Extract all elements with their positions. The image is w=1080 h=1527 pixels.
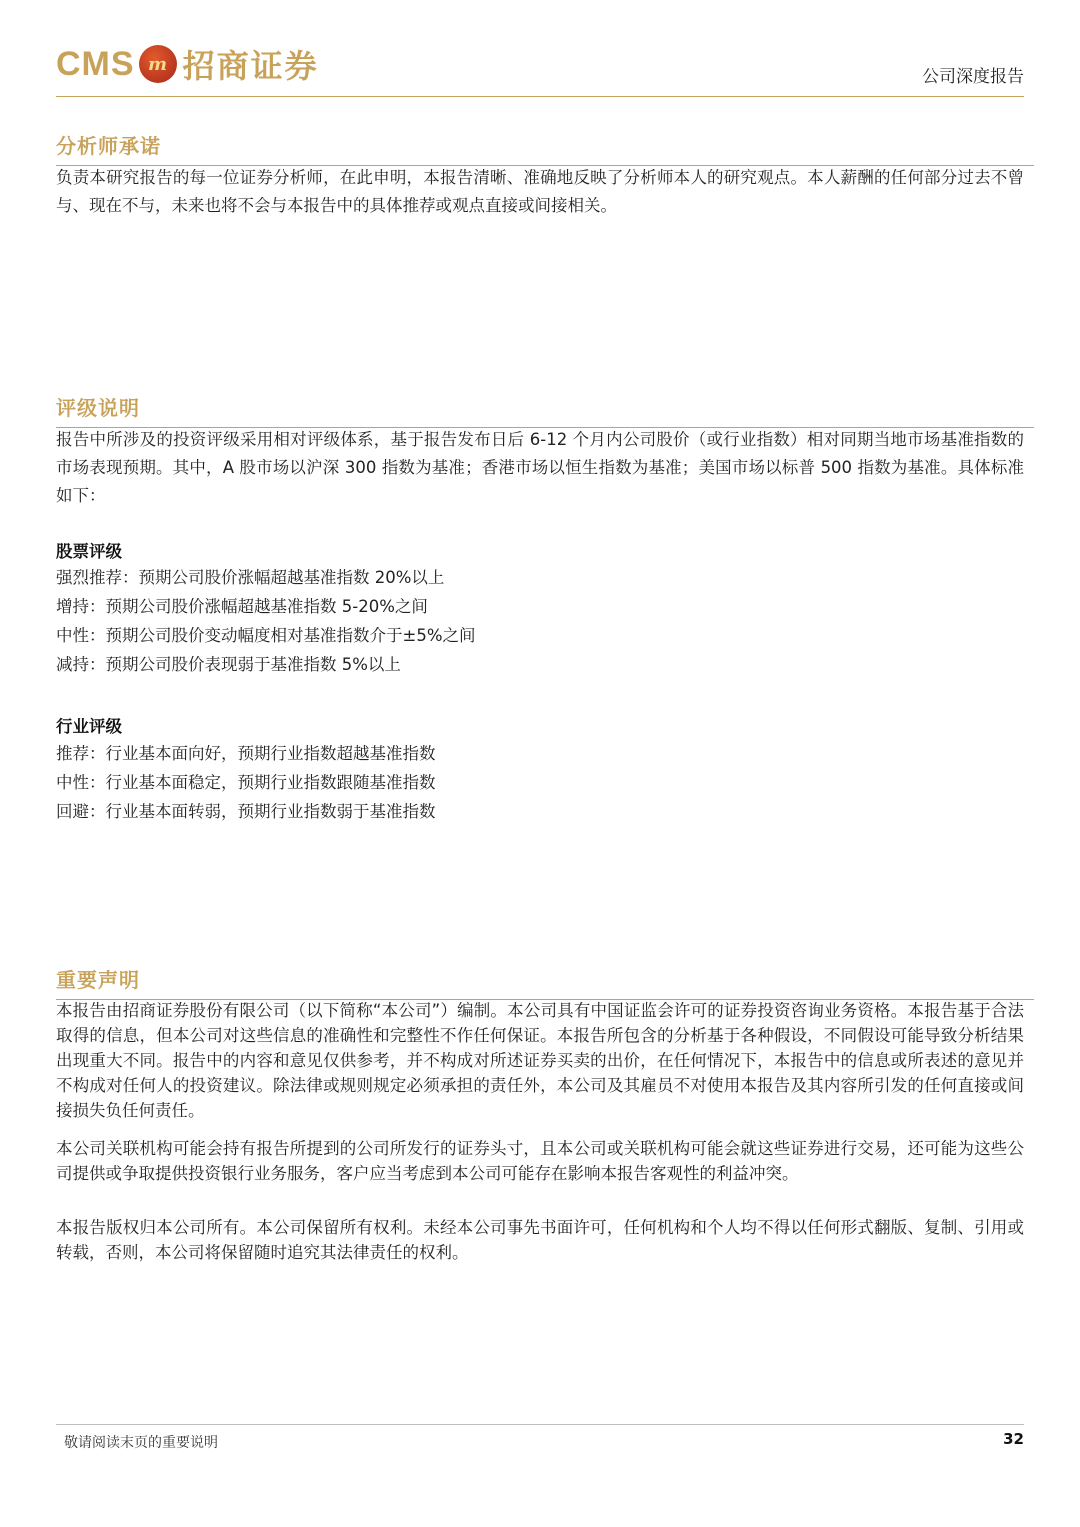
stock-rating-item: 强烈推荐：预期公司股价涨幅超越基准指数 20%以上 [56, 568, 445, 587]
footer-divider [56, 1424, 1024, 1425]
disclaimer-paragraph-1: 本报告由招商证券股份有限公司（以下简称“本公司”）编制。本公司具有中国证监会许可的证券投资咨询业务资格。本报告基于合法取得的信息，但本公司对这些信息的准确性和完整性不作任何保证。本报告所包含的分析基于各种假设，不同假设可能导致分析结果出现重大不同。报告中的内容和意见仅供参考，并不构成对所述证券买卖的出价，在任何情况下，本报告中的信息或所表述的意见并不构成对任何人的投资建议。除法律或规则规定必须承担的责任外，本公司及其雇员不对使用本报告及其内容所引发的任何直接或间接损失负任何责任。 [56, 1001, 1024, 1120]
company-logo [56, 40, 319, 88]
rating-intro: 报告中所涉及的投资评级采用相对评级体系，基于报告发布日后 6-12 个月内公司股价（或行业指数）相对同期当地市场基准指数的市场表现预期。其中，A 股市场以沪深 300 指数为基准；香港市场以恒生指数为基准；美国市场以标普 500 指数为基准。具体标准如下： [56, 430, 1024, 505]
section-title-rating: 评级说明 [56, 392, 1034, 428]
logo-text-cn: 招商证券 [182, 47, 319, 85]
logo-text-en: CMS [56, 44, 135, 83]
industry-rating-heading: 行业评级 [56, 717, 122, 736]
disclaimer-paragraph-3: 本报告版权归本公司所有。本公司保留所有权利。未经本公司事先书面许可，任何机构和个人均不得以任何形式翻版、复制、引用或转载，否则，本公司将保留随时追究其法律责任的权利。 [56, 1218, 1024, 1262]
page-header [56, 40, 1024, 98]
stock-rating-heading: 股票评级 [56, 542, 122, 561]
page-number: 32 [1003, 1430, 1024, 1448]
report-type-label: 公司深度报告 [922, 67, 1024, 87]
industry-rating-item: 回避：行业基本面转弱，预期行业指数弱于基准指数 [56, 802, 436, 821]
logo-emblem-icon: m [139, 45, 177, 83]
disclaimer-paragraph-2: 本公司关联机构可能会持有报告所提到的公司所发行的证券头寸，且本公司或关联机构可能会就这些证券进行交易，还可能为这些公司提供或争取提供投资银行业务服务，客户应当考虑到本公司可能存在影响本报告客观性的利益冲突。 [56, 1139, 1024, 1183]
section-title-analyst: 分析师承诺 [56, 130, 1034, 166]
section-title-disclaimer: 重要声明 [56, 964, 1034, 1000]
industry-rating-item: 中性：行业基本面稳定，预期行业指数跟随基准指数 [56, 773, 436, 792]
stock-rating-item: 减持：预期公司股价表现弱于基准指数 5%以上 [56, 655, 401, 674]
footer-note: 敬请阅读末页的重要说明 [64, 1435, 218, 1451]
stock-rating-item: 中性：预期公司股价变动幅度相对基准指数介于±5%之间 [56, 626, 476, 645]
industry-rating-item: 推荐：行业基本面向好，预期行业指数超越基准指数 [56, 744, 436, 763]
stock-rating-item: 增持：预期公司股价涨幅超越基准指数 5-20%之间 [56, 597, 428, 616]
header-divider [56, 96, 1024, 97]
analyst-statement: 负责本研究报告的每一位证券分析师，在此申明，本报告清晰、准确地反映了分析师本人的研究观点。本人薪酬的任何部分过去不曾与、现在不与，未来也将不会与本报告中的具体推荐或观点直接或间接相关。 [56, 168, 1024, 215]
